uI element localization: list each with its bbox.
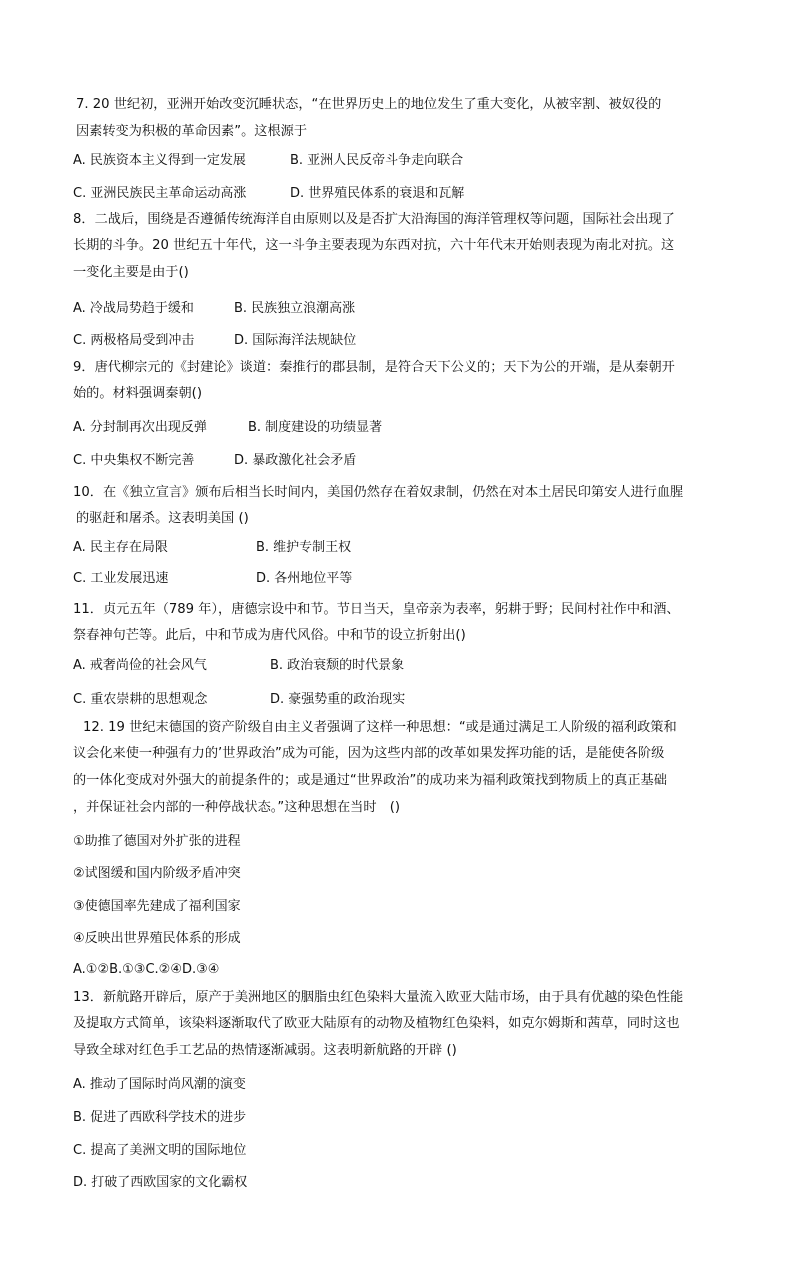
q8-stem-line-3: 一变化主要是由于() — [73, 265, 189, 280]
q8-stem-line-1: 8．二战后，围绕是否遵循传统海洋自由原则以及是否扩大沿海国的海洋管理权等问题，国际社会出现了 — [73, 212, 675, 227]
q10-option-a: A. 民主存在局限 — [73, 540, 168, 555]
q9-option-c: C. 中央集权不断完善 — [73, 453, 195, 468]
q9-option-b: B. 制度建设的功绩显著 — [248, 420, 383, 435]
q7-stem-line-1: 7. 20 世纪初，亚洲开始改变沉睡状态，“在世界历史上的地位发生了重大变化，从被宰割、被奴役的 — [76, 97, 662, 112]
q13-stem-line-1: 13．新航路开辟后，原产于美洲地区的胭脂虫红色染料大量流入欧亚大陆市场，由于具有优越的染色性能 — [73, 990, 684, 1005]
q13-option-b: B. 促进了西欧科学技术的进步 — [73, 1110, 247, 1125]
q7-stem-line-2: 因素转变为积极的革命因素”。这根源于 — [76, 124, 308, 139]
q13-stem-line-3: 导致全球对红色手工艺品的热情逐渐减弱。这表明新航路的开辟 () — [73, 1043, 457, 1058]
q12-statement-1: ①助推了德国对外扩张的进程 — [73, 834, 241, 849]
q12-stem-line-1: 12. 19 世纪末德国的资产阶级自由主义者强调了这样一种思想：“或是通过满足工人阶级的福利政策和 — [83, 720, 677, 735]
q9-option-a: A. 分封制再次出现反弹 — [73, 420, 207, 435]
q8-option-d: D. 国际海洋法规缺位 — [234, 333, 357, 348]
q10-stem-line-1: 10．在《独立宣言》颁布后相当长时间内，美国仍然存在着奴隶制，仍然在对本土居民印第安人进行血腥 — [73, 485, 684, 500]
q12-statement-2: ②试图缓和国内阶级矛盾冲突 — [73, 866, 241, 881]
q7-option-a: A. 民族资本主义得到一定发展 — [73, 153, 246, 168]
q8-option-c: C. 两极格局受到冲击 — [73, 333, 195, 348]
q9-stem-line-1: 9．唐代柳宗元的《封建论》谈道：秦推行的郡县制，是符合天下公义的；天下为公的开端，是从秦朝开 — [73, 360, 675, 375]
q11-stem-line-1: 11．贞元五年（789 年），唐德宗设中和节。节日当天，皇帝亲为表率，躬耕于野；民间村社作中和酒、 — [73, 602, 680, 617]
q7-option-d: D. 世界殖民体系的衰退和瓦解 — [290, 186, 465, 201]
q10-option-d: D. 各州地位平等 — [256, 571, 353, 586]
q11-option-b: B. 政治衰颓的时代景象 — [270, 658, 405, 673]
q10-stem-line-2: 的驱赶和屠杀。这表明美国 () — [76, 511, 249, 526]
q12-stem-line-3: 的一体化变成对外强大的前提条件的；或是通过“世界政治”的成功来为福利政策找到物质上的真正基础 — [73, 773, 667, 788]
q12-options: A.①②B.①③C.②④D.③④ — [73, 962, 220, 977]
q12-statement-3: ③使德国率先建成了福利国家 — [73, 899, 241, 914]
q8-option-a: A. 冷战局势趋于缓和 — [73, 301, 194, 316]
q13-option-a: A. 推动了国际时尚风潮的演变 — [73, 1077, 246, 1092]
q10-option-b: B. 维护专制王权 — [256, 540, 352, 555]
q11-option-c: C. 重农崇耕的思想观念 — [73, 692, 208, 707]
q8-stem-line-2: 长期的斗争。20 世纪五十年代，这一斗争主要表现为东西对抗，六十年代末开始则表现为南北对抗。这 — [73, 238, 675, 253]
q13-option-c: C. 提高了美洲文明的国际地位 — [73, 1143, 247, 1158]
q13-stem-line-2: 及提取方式简单，该染料逐渐取代了欧亚大陆原有的动物及植物红色染料，如克尔姆斯和茜草，同时这也 — [73, 1016, 680, 1031]
q11-stem-line-2: 祭春神句芒等。此后，中和节成为唐代风俗。中和节的设立折射出() — [73, 628, 466, 643]
q9-option-d: D. 暴政激化社会矛盾 — [234, 453, 357, 468]
q8-option-b: B. 民族独立浪潮高涨 — [234, 301, 356, 316]
q7-option-b: B. 亚洲人民反帝斗争走向联合 — [290, 153, 464, 168]
q10-option-c: C. 工业发展迅速 — [73, 571, 169, 586]
q13-option-d: D. 打破了西欧国家的文化霸权 — [73, 1175, 248, 1190]
q12-stem-line-2: 议会化来使一种强有力的’世界政治”成为可能，因为这些内部的改革如果发挥功能的话，是能使各阶级 — [73, 746, 665, 761]
q12-statement-4: ④反映出世界殖民体系的形成 — [73, 931, 241, 946]
q11-option-d: D. 豪强势重的政治现实 — [270, 692, 406, 707]
q12-stem-line-4: ，并保证社会内部的一种停战状态。”这种思想在当时 () — [73, 800, 401, 815]
q11-option-a: A. 戒奢尚俭的社会风气 — [73, 658, 207, 673]
q9-stem-line-2: 始的。材料强调秦朝() — [73, 386, 202, 401]
q7-option-c: C. 亚洲民族民主革命运动高涨 — [73, 186, 247, 201]
